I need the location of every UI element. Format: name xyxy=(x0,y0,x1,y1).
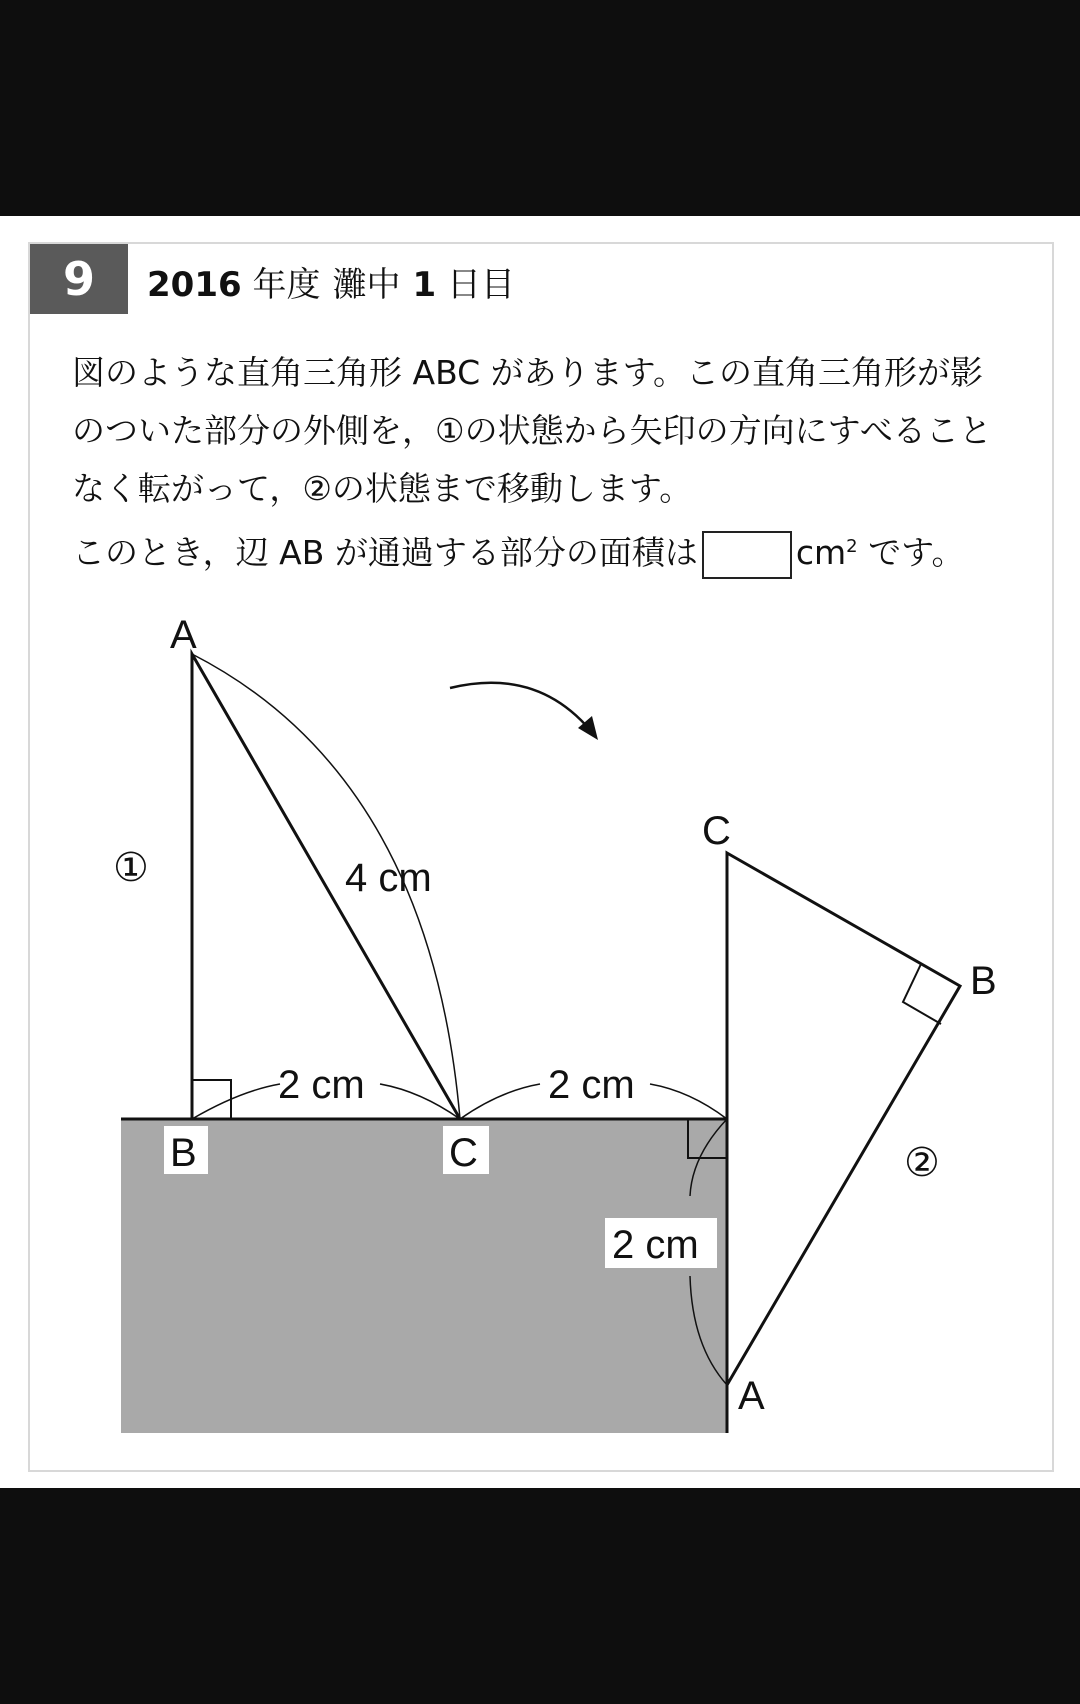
problem-number-text: 9 xyxy=(62,252,95,306)
header-year: 2016 xyxy=(147,265,242,305)
label-c2: C xyxy=(702,809,731,853)
header-school: 灘中 xyxy=(332,265,401,305)
geometry-diagram xyxy=(0,216,1080,1488)
triangle-state-2 xyxy=(727,853,960,1385)
state-1-label: ① xyxy=(113,846,149,890)
right-angle-mark-b1 xyxy=(192,1080,231,1119)
problem-line-4-end: です。 xyxy=(857,533,965,572)
label-b2: B xyxy=(970,959,997,1003)
label-c1: C xyxy=(449,1131,478,1175)
arc-top-right-left xyxy=(460,1084,540,1119)
answer-unit-exponent: 2 xyxy=(846,536,858,557)
problem-line-3: なく転がって，②の状態まで移動します。 xyxy=(72,469,693,508)
label-b1: B xyxy=(170,1131,197,1175)
problem-line-2: のついた部分の外側を，①の状態から矢印の方向にすべること xyxy=(72,411,992,450)
length-side-label: 2 cm xyxy=(612,1223,699,1267)
label-a1: A xyxy=(170,613,197,657)
length-top-right-label: 2 cm xyxy=(548,1063,635,1107)
label-a2: A xyxy=(738,1374,765,1418)
arc-top-right-right xyxy=(650,1084,727,1119)
problem-line-1: 図のような直角三角形 ABC があります。この直角三角形が影 xyxy=(72,353,984,392)
header-day-num: 1 xyxy=(412,265,437,305)
state-2-label: ② xyxy=(904,1141,940,1185)
header-year-suffix: 年度 xyxy=(252,265,321,305)
answer-unit-text: cm xyxy=(795,533,847,572)
arc-bc-left xyxy=(192,1084,280,1119)
page xyxy=(0,216,1080,1488)
problem-line-4-text: このとき，辺 AB が通過する部分の面積は xyxy=(72,533,698,572)
header-day-suffix: 日目 xyxy=(446,265,515,305)
shaded-region xyxy=(121,1119,727,1433)
rotation-arrow xyxy=(450,683,595,736)
length-bc-label: 2 cm xyxy=(278,1063,365,1107)
length-ac-label: 4 cm xyxy=(345,856,432,900)
arc-bc-right xyxy=(380,1084,460,1119)
